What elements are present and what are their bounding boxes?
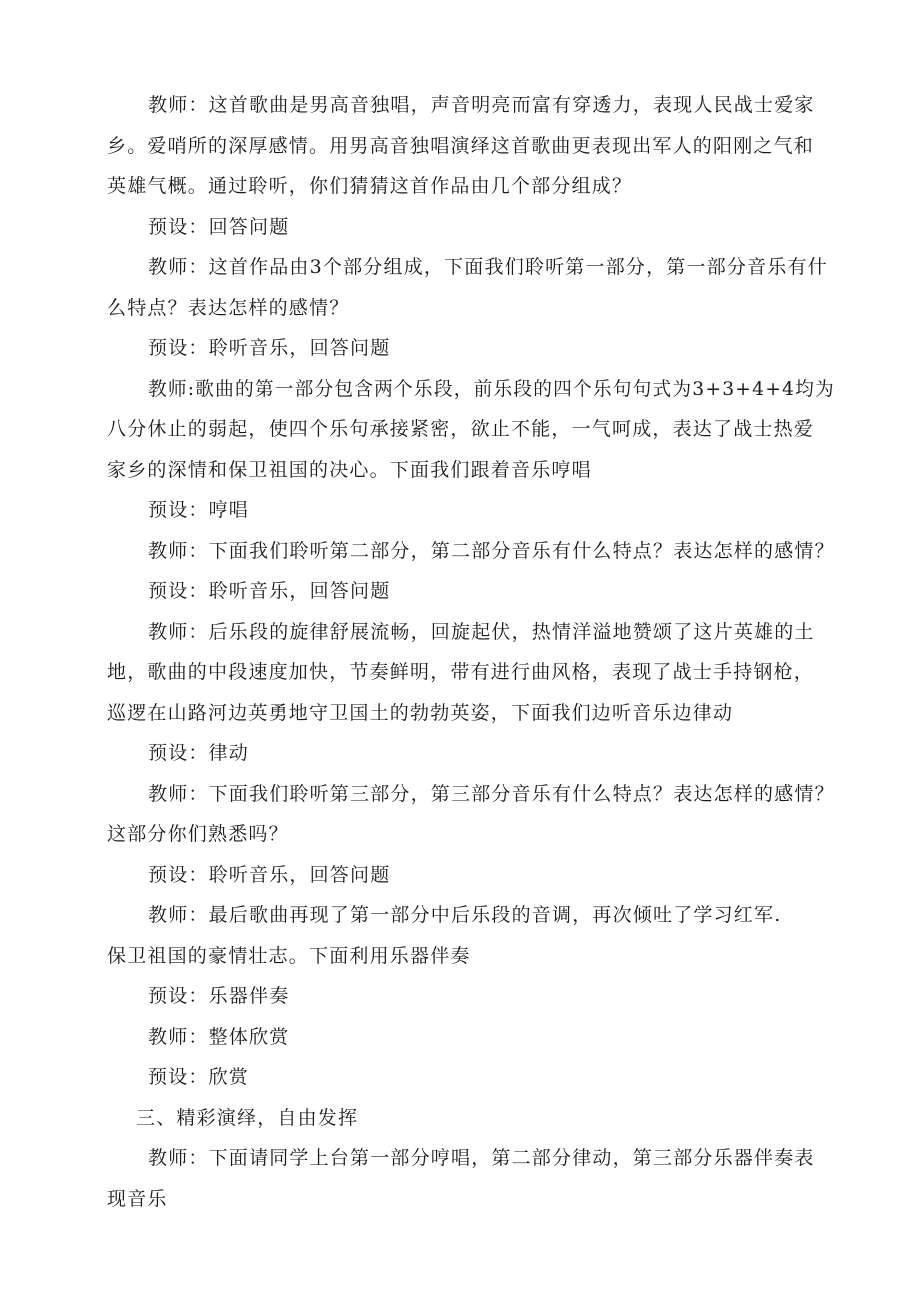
teacher-line-5c: 巡逻在山路河边英勇地守卫国土的勃勃英姿，下面我们边听音乐边律动 [107, 702, 734, 724]
teacher-line-2b: 么特点？表达怎样的感情？ [107, 297, 350, 319]
teacher-line-3b: 八分休止的弱起，使四个乐句承接紧密，欲止不能，一气呵成，表达了战士热爱 [107, 418, 815, 440]
teacher-line-6a: 教师：下面我们聆听第三部分，第三部分音乐有什么特点？表达怎样的感情？ [148, 783, 835, 805]
teacher-line-5a: 教师：后乐段的旋律舒展流畅，回旋起伏，热情洋溢地赞颂了这片英雄的土 [148, 621, 815, 643]
section-heading-3: 三、精彩演绎，自由发挥 [136, 1107, 359, 1129]
teacher-line-4a: 教师：下面我们聆听第二部分，第二部分音乐有什么特点？表达怎样的感情？ [148, 540, 835, 562]
teacher-line-1c: 英雄气概。通过聆听，你们猜猜这首作品由几个部分组成？ [107, 175, 633, 197]
teacher-line-8: 教师：整体欣赏 [148, 1026, 290, 1048]
preset-line-5: 预设：律动 [148, 742, 250, 764]
teacher-line-6b: 这部分你们熟悉吗？ [107, 823, 289, 845]
teacher-line-7b: 保卫祖国的豪情壮志。下面利用乐器伴奏 [107, 945, 471, 967]
teacher-line-1a: 教师：这首歌曲是男高音独唱，声音明亮而富有穿透力，表现人民战士爱家 [148, 94, 815, 116]
teacher-line-3a: 教师:歌曲的第一部分包含两个乐段，前乐段的四个乐句句式为3+3+4+4均为 [148, 378, 835, 400]
preset-line-1: 预设：回答问题 [148, 216, 290, 238]
preset-line-7: 预设：乐器伴奏 [148, 985, 290, 1007]
teacher-line-9a: 教师：下面请同学上台第一部分哼唱，第二部分律动，第三部分乐器伴奏表 [148, 1147, 815, 1169]
teacher-line-9b: 现音乐 [107, 1188, 168, 1210]
preset-line-2: 预设：聆听音乐，回答问题 [148, 337, 391, 359]
teacher-line-3c: 家乡的深情和保卫祖国的决心。下面我们跟着音乐哼唱 [107, 459, 592, 481]
teacher-line-5b: 地，歌曲的中段速度加快，节奏鲜明，带有进行曲风格，表现了战士手持钢枪， [107, 661, 815, 683]
teacher-line-2a: 教师：这首作品由3个部分组成，下面我们聆听第一部分，第一部分音乐有什 [148, 256, 828, 278]
preset-line-3: 预设：哼唱 [148, 499, 250, 521]
preset-line-8: 预设：欣赏 [148, 1066, 250, 1088]
teacher-line-1b: 乡。爱哨所的深厚感情。用男高音独唱演绎这首歌曲更表现出军人的阳刚之气和 [107, 135, 815, 157]
preset-line-4: 预设：聆听音乐，回答问题 [148, 580, 391, 602]
preset-line-6: 预设：聆听音乐，回答问题 [148, 864, 391, 886]
teacher-line-7a: 教师：最后歌曲再现了第一部分中后乐段的音调，再次倾吐了学习红军. [148, 904, 782, 926]
